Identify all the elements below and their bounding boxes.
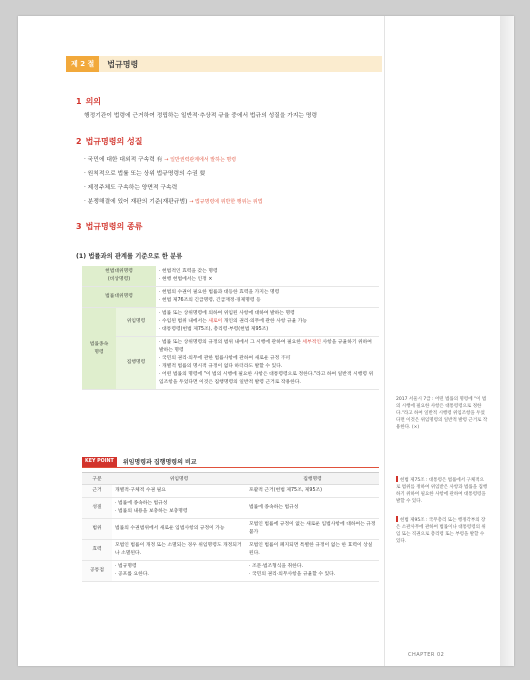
list-item: · 국민에 대한 대외적 구속력 有 → 일반권력관계에서 발하는 명령	[84, 157, 237, 163]
section-2-title: 법규명령의 성질	[85, 137, 143, 146]
chapter-tag: 제 2 절	[66, 56, 99, 72]
margin-column	[384, 16, 500, 666]
chapter-header	[66, 56, 382, 72]
group-header: 법률종속 명령	[82, 308, 116, 390]
table-row: 범위 법률의 수권범위에서 새로운 입법사항의 규정이 가능 모법인 법률에 규정이 없는 새로운 입법사항에 대하여는 규정 불가	[82, 519, 379, 540]
table-row: 집행명령 · 법률 또는 상위명령의 규정의 범위 내에서 그 시행에 관하여 필요한 세부적인 사항을 규율하기 위하여 발하는 명령 · 국민의 권리·의무에 관한 법률사항에 관하여 새로운 규정 不可 · 개별적 법률의 명시적 규정이 없다 하더라도 발할 수 있다. · 어떤 법률의 명령에 "이 법의 시행에 필요한 사항은 대통령령으로 정한다."라고 하여 일반적 시행령 위임조항을 두었다면 이것은 집행명령의 일반적 발령 근거로 작용한다.	[82, 337, 379, 390]
side-note-article-75: 헌법 제75조 : 대통령은 법률에서 구체적으로 범위를 정하여 위임받은 사항과 법률을 집행하기 위하여 필요한 사항에 관하여 대통령령을 발할 수 있다.	[396, 478, 488, 504]
table-header-row	[82, 473, 379, 485]
note-marker-icon	[396, 476, 398, 482]
table-row: 법률대위명령 · 헌법의 수권이 필요한 법률과 대등한 효력을 가지는 명령 · 헌법 제76조의 긴급명령, 긴급재정·경제명령 등	[82, 287, 379, 308]
row-header: 헌법대위명령 (비상명령)	[82, 266, 156, 287]
section-1-title: 의의	[85, 97, 102, 106]
section-2-heading	[76, 136, 142, 147]
side-note-exam: 2017 서울시 7급 : 어떤 법률의 명령에 "이 법의 시행에 필요한 사항은 대통령령으로 정한다."라고 하여 일반적 시행령 위임조항을 두었다면 이것은 위임명령의 일반적 발령 근거로 작용한다. (×)	[396, 397, 488, 430]
page	[18, 16, 514, 666]
table-row: 법률종속 명령 위임명령 · 법률 또는 상위명령에 의하여 위임된 사항에 대하여 발하는 명령 · 수임된 범위 내에서는 새로이 개인의 권리·의무에 관한 사항 규율 가능 · 대통령령(헌법 제75조), 총리령·부령(헌법 제95조)	[82, 308, 379, 337]
classification-table	[82, 266, 379, 390]
column-header: 구분	[82, 473, 112, 485]
section-1-body: 행정기관이 법령에 근거하여 정립하는 일반적·추상적 규율 중에서 법규의 성질을 가지는 명령	[84, 113, 318, 119]
table-row: 효력 모법인 법률이 개정 또는 소멸되는 경우 위임명령도 개정되거나 소멸된다. 모법인 법률이 폐지되면 특별한 규정이 없는 한 효력이 상실된다.	[82, 540, 379, 561]
section-2-number: 2	[76, 137, 82, 146]
row-header: 집행명령	[116, 337, 156, 390]
section-3-title: 법규명령의 종류	[85, 222, 143, 231]
key-point-title: 위임명령과 집행명령의 비교	[122, 459, 197, 466]
table-row: 근거 개별적·구체적 수권 필요 포괄적 근거(헌법 제75조, 제95조)	[82, 485, 379, 498]
row-header: 법률대위명령	[82, 287, 156, 308]
list-item: · 원칙적으로 법률 또는 상위 법규명령의 수권 要	[84, 171, 206, 177]
table-row: 성질 · 법률에 종속하는 법규성 · 법률의 내용을 보충하는 보충명령 법률에 종속하는 법규성	[82, 498, 379, 519]
key-point-tag: KEY POINT	[82, 457, 117, 467]
row-header: 위임명령	[116, 308, 156, 337]
key-point-header	[82, 456, 379, 468]
page-footer: CHAPTER 02	[408, 652, 445, 658]
page-fold	[500, 16, 514, 666]
section-1-heading	[76, 96, 101, 107]
section-1-number: 1	[76, 97, 82, 106]
side-note-article-95: 헌법 제95조 : 국무총리 또는 행정각부의 장은 소관사무에 관하여 법률이나 대통령령의 위임 또는 직권으로 총리령 또는 부령을 발할 수 있다.	[396, 518, 486, 544]
comparison-table	[82, 472, 379, 582]
section-2-list	[84, 153, 263, 209]
column-header: 위임명령	[112, 473, 246, 485]
section-3-subheading: (1) 법률과의 관계를 기준으로 한 분류	[76, 253, 183, 260]
table-row: 헌법대위명령 (비상명령) · 헌법적인 효력을 갖는 명령 · 현행 헌법에서는 인정 ×	[82, 266, 379, 287]
note-marker-icon	[396, 516, 398, 522]
list-item: · 제정주체도 구속하는 양면적 구속력	[84, 185, 178, 191]
column-header: 집행명령	[246, 473, 379, 485]
section-3-number: 3	[76, 222, 82, 231]
table-row: 공통점 · 법규명령 · 공포를 요한다. · 조문·법조형식을 취한다. · 국민의 권리·의무사항을 규율할 수 있다.	[82, 561, 379, 582]
section-3-heading	[76, 221, 142, 232]
chapter-title: 법규명령	[107, 59, 139, 69]
list-item: · 분쟁해결에 있어 재판의 기준(재판규범) → 법규명령에 위반한 행위는 위법	[84, 199, 263, 205]
